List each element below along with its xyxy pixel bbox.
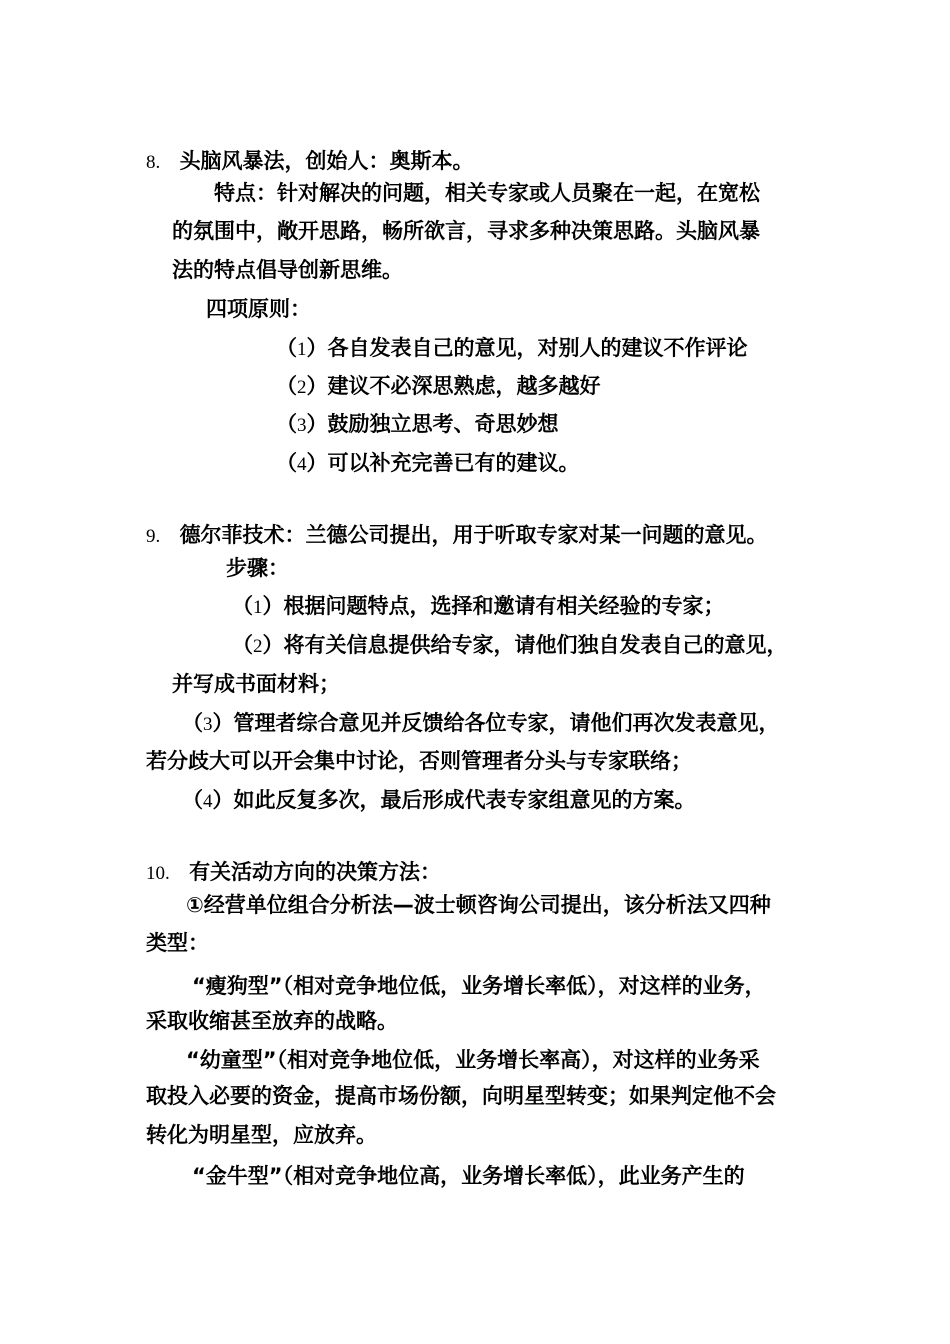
section-title: 德尔菲技术：兰德公司提出，用于听取专家对某一问题的意见。 xyxy=(179,523,768,547)
section9-heading xyxy=(146,520,768,552)
section8-heading xyxy=(146,146,474,178)
list-item: （2）建议不必深思熟虑，越多越好 xyxy=(276,374,601,398)
section10-heading xyxy=(146,857,441,889)
paragraph-line: 采取收缩甚至放弃的战略。 xyxy=(146,1009,398,1033)
section-number: 10. xyxy=(146,863,170,884)
section-title: 头脑风暴法，创始人：奥斯本。 xyxy=(179,149,474,173)
list-item: （4）如此反复多次，最后形成代表专家组意见的方案。 xyxy=(182,788,696,812)
list-item: （2）将有关信息提供给专家，请他们独自发表自己的意见， xyxy=(232,633,788,657)
paragraph-line: ①经营单位组合分析法—波士顿咨询公司提出，该分析法又四种 xyxy=(186,893,771,917)
paragraph-line: “瘦狗型”（相对竞争地位低，业务增长率低），对这样的业务， xyxy=(192,974,766,998)
paragraph-line: 若分歧大可以开会集中讨论，否则管理者分头与专家联络； xyxy=(146,749,692,773)
section-title: 有关活动方向的决策方法： xyxy=(189,860,442,884)
paragraph-line: 并写成书面材料； xyxy=(172,672,340,696)
list-item: （3）管理者综合意见并反馈给各位专家，请他们再次发表意见， xyxy=(182,711,780,735)
paragraph-line: 取投入必要的资金，提高市场份额，向明星型转变；如果判定他不会 xyxy=(146,1084,776,1108)
paragraph-line: 的氛围中，敞开思路，畅所欲言，寻求多种决策思路。头脑风暴 xyxy=(172,219,760,243)
list-item: （3）鼓励独立思考、奇思妙想 xyxy=(276,412,559,436)
paragraph-line: 特点：针对解决的问题，相关专家或人员聚在一起，在宽松 xyxy=(214,181,760,205)
section-number: 9. xyxy=(146,526,161,547)
paragraph-line: “金牛型”（相对竞争地位高，业务增长率低），此业务产生的 xyxy=(192,1164,745,1188)
paragraph-line: “幼童型”（相对竞争地位低，业务增长率高），对这样的业务采 xyxy=(186,1048,760,1072)
list-item: （1）各自发表自己的意见，对别人的建议不作评论 xyxy=(276,336,748,360)
subheading: 四项原则： xyxy=(206,297,311,321)
list-item: （1）根据问题特点，选择和邀请有相关经验的专家； xyxy=(232,594,725,618)
paragraph-line: 法的特点倡导创新思维。 xyxy=(172,258,403,282)
paragraph-line: 转化为明星型，应放弃。 xyxy=(146,1123,377,1147)
section-number: 8. xyxy=(146,152,161,173)
subheading: 步骤： xyxy=(226,556,289,580)
paragraph-line: 类型： xyxy=(146,931,209,955)
list-item: （4）可以补充完善已有的建议。 xyxy=(276,451,580,475)
